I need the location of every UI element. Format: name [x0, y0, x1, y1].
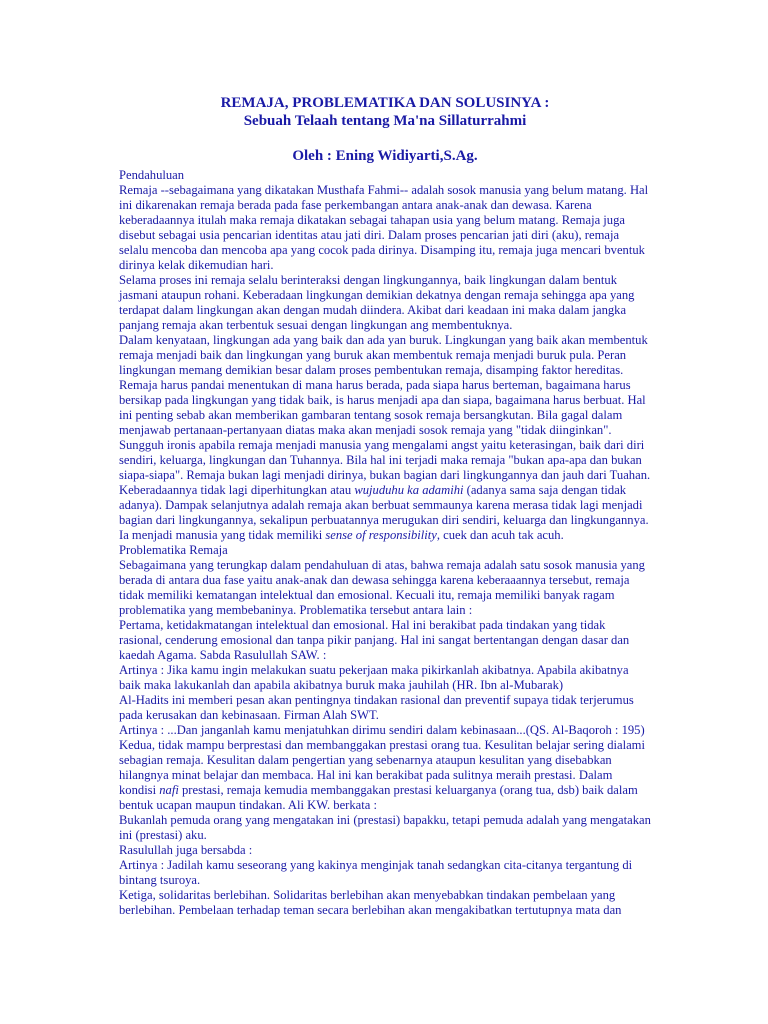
paragraph: Ketiga, solidaritas berlebihan. Solidaritas berlebihan akan menyebabkan tindakan pembelaan yang berlebihan. Pembelaan terhadap teman secara berlebihan akan mengakibatkan tertutupnya mata dan: [119, 888, 622, 917]
paragraph: Artinya : ...Dan janganlah kamu menjatuhkan dirimu sendiri dalam kebinasaan...(QS. Al-Baqoroh : 195): [119, 723, 645, 737]
section-heading-problematika: Problematika Remaja: [119, 543, 228, 557]
paragraph: [119, 483, 651, 528]
paragraph: Kedua, tidak mampu berprestasi dan membanggakan prestasi orang tua. Kesulitan belajar sering dialami sebagian remaja. Kesulitan dalam pengertian yang sebenarnya ataupun kesulitan yang disebabkan hilangnya minat belajar dan membaca. Hal ini kan berakibat pada sulitnya meraih prestasi. Dalam: [119, 738, 645, 782]
section-heading-pendahuluan: Pendahuluan: [119, 168, 185, 182]
paragraph: Remaja harus pandai menentukan di mana harus berada, pada siapa harus berteman, bagaimana harus bersikap pada lingkungan yang tidak baik, is harus menjadi apa dan siapa, bagaimana harus berbuat. Hal ini penting sebab akan memberikan gambaran tentang sosok remaja bersangkutan. Bila gagal dalam menjawab pertanaan-pertanyaan diatas maka akan menjadi sosok remaja yang "tidak diinginkan".: [119, 378, 646, 437]
paragraph: [119, 528, 651, 543]
paragraph: Sungguh ironis apabila remaja menjadi manusia yang mengalami angst yaitu keterasingan, baik dari diri sendiri, keluarga, lingkungan dan Tuhannya. Bila hal ini terjadi maka remaja "bukan apa-apa dan bukan siapa-siapa". Remaja bukan lagi menjadi dirinya, bukan bagian dari lingkungannya dan jauh dari Tuahan.: [119, 438, 651, 482]
document-body: [119, 168, 651, 918]
paragraph: Rasulullah juga bersabda :: [119, 843, 253, 857]
paragraph: [119, 783, 651, 813]
paragraph: Artinya : Jadilah kamu seseorang yang kakinya menginjak tanah sedangkan cita-citanya tergantung di bintang tsuroya.: [119, 858, 633, 887]
italic-phrase: wujuduhu ka adamihi: [354, 483, 464, 497]
paragraph-text: prestasi, remaja kemudia membanggakan prestasi keluarganya (orang tua, dsb) baik dalam bentuk ucapan maupun tindakan. Ali KW. berkata :: [119, 783, 638, 812]
document-page: [119, 94, 651, 918]
paragraph-text: (adanya sama saja dengan tidak adanya). Dampak selanjutnya adalah remaja akan berbuat semmaunya karena merasa tidak lagi menjadi bagian dari lingkungannya, sekalipun perbuatannya merugukan diri sendiri, keluarga dan lingkungannya.: [119, 483, 649, 527]
document-title: REMAJA, PROBLEMATIKA DAN SOLUSINYA :: [220, 95, 550, 111]
paragraph: Bukanlah pemuda orang yang mengatakan ini (prestasi) bapakku, tetapi pemuda adalah yang mengatakan ini (prestasi) aku.: [119, 813, 651, 842]
paragraph: Selama proses ini remaja selalu berinteraksi dengan lingkungannya, baik lingkungan dalam bentuk jasmani ataupun rohani. Keberadaan lingkungan demikian dekatnya dengan remaja sehingga apa yang terdapat dalam lingkungan akan dengan mudah diindera. Akibat dari keadaan ini maka dalam jangka panjang remaja akan terbentuk sesuai dengan lingkungan ang membentuknya.: [119, 273, 635, 332]
paragraph: Dalam kenyataan, lingkungan ada yang baik dan ada yan buruk. Lingkungan yang baik akan membentuk remaja menjadi baik dan lingkungan yang buruk akan membentuk remaja menjadi buruk pula. Peran lingkungan memang demikian besar dalam proses pembentukan remaja, disamping faktor hereditas.: [119, 333, 648, 377]
paragraph: Artinya : Jika kamu ingin melakukan suatu pekerjaan maka pikirkanlah akibatnya. Apabila akibatnya baik maka lakukanlah dan apabila akibatnya buruk maka jauhilah (HR. Ibn al-Mubarak): [119, 663, 629, 692]
paragraph: Pertama, ketidakmatangan intelektual dan emosional. Hal ini berakibat pada tindakan yang tidak rasional, cenderung emosional dan tanpa pikir panjang. Hal ini sangat bertentangan dengan dasar dan kaedah Agama. Sabda Rasulullah SAW. :: [119, 618, 630, 662]
paragraph: Al-Hadits ini memberi pesan akan pentingnya tindakan rasional dan preventif supaya tidak terjerumus pada kerusakan dan kebinasaan. Firman Alah SWT.: [119, 693, 634, 722]
paragraph: Sebagaimana yang terungkap dalam pendahuluan di atas, bahwa remaja adalah satu sosok manusia yang berada di antara dua fase yaitu anak-anak dan dewasa sehingga karena keberaaannya tersebut, remaja tidak memiliki kematangan intelektual dan emosional. Kecuali itu, remaja memiliki banyak ragam problematika yang membebaninya. Problematika tersebut antara lain :: [119, 558, 645, 617]
document-subtitle: Sebuah Telaah tentang Ma'na Sillaturrahmi: [243, 113, 527, 129]
paragraph-text: Ia menjadi manusia yang tidak memiliki: [119, 528, 326, 542]
document-author: Oleh : Ening Widiyarti,S.Ag.: [292, 148, 478, 164]
paragraph-text: , cuek dan acuh tak acuh.: [436, 528, 564, 542]
paragraph-text: kondisi: [119, 783, 160, 797]
italic-phrase: sense of responsibility: [325, 528, 437, 542]
paragraph: Remaja --sebagaimana yang dikatakan Musthafa Fahmi-- adalah sosok manusia yang belum matang. Hal ini dikarenakan remaja berada pada fase perkembangan antara anak-anak dan dewasa. Karena keberadaannya itulah maka remaja dikatakan sebagai tahapan usia yang belum matang. Remaja juga disebut sebagai usia pencarian identitas atau jati diri. Dalam proses pencarian jati diri (aku), remaja selalu mencoba dan mencoba apa yang cocok pada dirinya. Disamping itu, remaja juga mencari bventuk dirinya kelak dikemudian hari.: [119, 183, 649, 272]
italic-phrase: nafi: [159, 783, 179, 797]
paragraph-text: Keberadaannya tidak lagi diperhitungkan atau: [119, 483, 355, 497]
